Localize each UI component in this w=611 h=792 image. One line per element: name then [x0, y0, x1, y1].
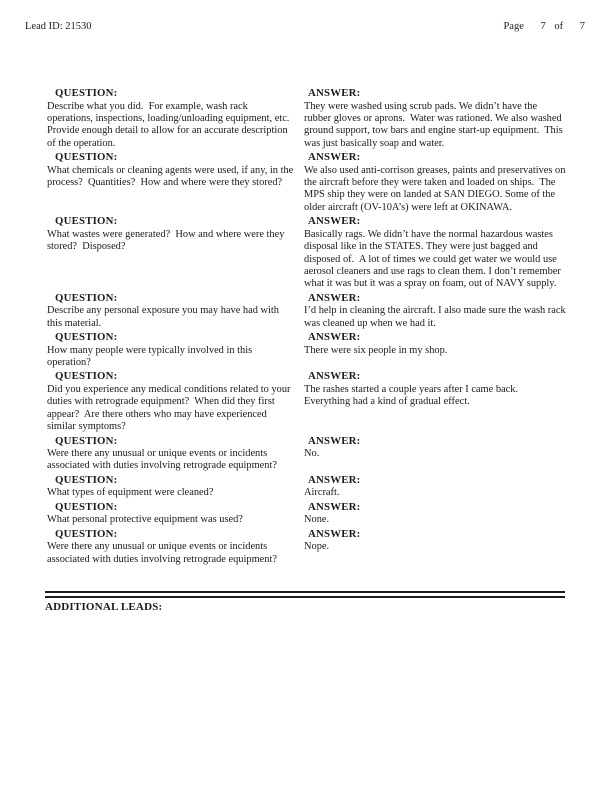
- answer-text: Aircraft.: [304, 487, 340, 499]
- qa-row: [47, 87, 566, 150]
- question-cell: [47, 435, 295, 473]
- answer-text: I’d help in cleaning the aircraft. I also made sure the wash rack was cleaned up when we had it.: [304, 305, 569, 329]
- question-cell: [47, 474, 295, 500]
- page-of-word: of: [554, 21, 564, 32]
- page-indicator: [503, 21, 585, 33]
- question-text: Describe what you did. For example, wash rack operations, inspections, loading/unloading equipment, etc. Provide enough detail to allow for an accurate description of the operation.: [47, 100, 295, 149]
- answer-cell: [303, 215, 566, 291]
- answer-label: ANSWER:: [308, 370, 361, 383]
- answer-label: ANSWER:: [308, 500, 361, 513]
- question-text: Did you experience any medical conditions related to your duties with retrograde equipment? When did they first appear? Are there others who may have experienced similar symptoms?: [47, 383, 294, 433]
- question-label: QUESTION:: [55, 87, 118, 99]
- question-text: What chemicals or cleaning agents were used, if any, in the process? Quantities? How and where were they stored?: [47, 164, 296, 189]
- qa-row: [47, 291, 569, 330]
- qa-row: [47, 331, 566, 369]
- qa-row: [47, 215, 566, 291]
- question-label: QUESTION:: [55, 291, 118, 304]
- question-label: QUESTION:: [55, 370, 118, 383]
- question-cell: [47, 501, 295, 527]
- answer-text: None.: [304, 514, 330, 526]
- qa-section: [47, 87, 569, 567]
- qa-row: [47, 501, 566, 527]
- additional-leads-section: [45, 591, 565, 613]
- qa-row: [47, 151, 569, 214]
- question-label: QUESTION:: [55, 434, 118, 447]
- answer-text: Basically rags. We didn’t have the normal hazardous wastes disposal like in the STATES. They were just bagged and disposed of. A lot of times we could get water we would use aerosol cleaners and use rags to clean them. I don’t remember what it was but it was a spray on foam, out of NAVY supply.: [304, 228, 564, 290]
- question-cell: [47, 528, 295, 566]
- answer-cell: [303, 331, 566, 369]
- answer-label: ANSWER:: [308, 215, 361, 228]
- question-cell: [47, 292, 295, 330]
- question-label: QUESTION:: [55, 473, 118, 486]
- question-cell: [47, 370, 295, 433]
- question-cell: [47, 151, 295, 214]
- double-rule-divider: [45, 591, 565, 598]
- answer-text: No.: [304, 448, 320, 460]
- question-label: QUESTION:: [55, 527, 118, 540]
- answer-cell: [303, 435, 566, 473]
- answer-label: ANSWER:: [308, 434, 361, 447]
- question-label: QUESTION:: [55, 500, 118, 513]
- answer-text: The rashes started a couple years after I came back. Everything had a kind of gradual effect.: [304, 383, 521, 408]
- qa-row: [47, 528, 566, 566]
- answer-text: There were six people in my shop.: [304, 344, 448, 356]
- answer-cell: [303, 151, 569, 214]
- lead-id-label: Lead ID: 21530: [25, 21, 92, 32]
- question-text: Were there any unusual or unique events or incidents associated with duties involving retrograde equipment?: [47, 448, 277, 472]
- page-word: Page: [503, 21, 524, 32]
- page-current: 7: [540, 21, 546, 32]
- answer-label: ANSWER:: [308, 331, 361, 344]
- page-total: 7: [579, 21, 585, 32]
- question-label: QUESTION:: [55, 331, 118, 344]
- answer-cell: [303, 291, 569, 330]
- answer-text: They were washed using scrub pads. We didn’t have the rubber gloves or aprons. Water was rationed. We also washed ground support, tow bars and engine start-up equipment. This was just basically soap and water.: [304, 100, 566, 149]
- question-text: What personal protective equipment was used?: [47, 514, 243, 526]
- page-header: [25, 21, 585, 33]
- answer-label: ANSWER:: [308, 151, 361, 164]
- question-text: Were there any unusual or unique events or incidents associated with duties involving retrograde equipment?: [47, 541, 277, 565]
- answer-cell: [303, 501, 566, 527]
- answer-cell: [303, 87, 566, 150]
- question-label: QUESTION:: [55, 215, 118, 228]
- qa-row: [47, 370, 566, 433]
- answer-cell: [303, 528, 566, 566]
- answer-cell: [303, 474, 566, 500]
- question-text: What wastes were generated? How and where were they stored? Disposed?: [47, 228, 288, 253]
- question-cell: [47, 215, 295, 291]
- answer-cell: [303, 370, 566, 433]
- additional-leads-label: ADDITIONAL LEADS:: [45, 601, 163, 613]
- qa-row: [47, 474, 566, 500]
- question-cell: [47, 331, 295, 369]
- answer-text: We also used anti-corrison greases, paints and preservatives on the aircraft before they were taken and loaded on ships. The MPS ship they were on landed at SAN DIEGO. Some of the older aircraft (OV-10A’s) were left at OKINAWA.: [304, 164, 569, 213]
- question-cell: [47, 87, 295, 150]
- answer-label: ANSWER:: [308, 473, 361, 486]
- answer-label: ANSWER:: [308, 291, 361, 304]
- answer-text: Nope.: [304, 541, 330, 553]
- question-text: What types of equipment were cleaned?: [47, 487, 214, 499]
- question-text: How many people were typically involved in this operation?: [47, 344, 255, 368]
- qa-row: [47, 435, 566, 473]
- question-label: QUESTION:: [55, 151, 118, 164]
- answer-label: ANSWER:: [308, 527, 361, 540]
- answer-label: ANSWER:: [308, 87, 361, 99]
- question-text: Describe any personal exposure you may have had with this material.: [47, 305, 282, 329]
